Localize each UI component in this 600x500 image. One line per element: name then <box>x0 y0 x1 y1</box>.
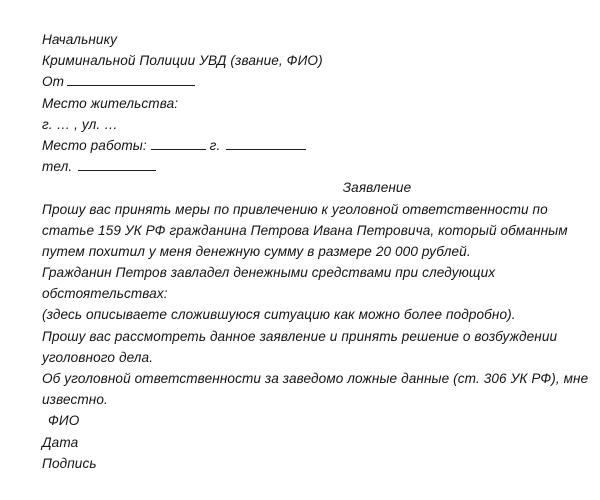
addressee-department: Криминальной Полиции УВД (звание, ФИО) <box>42 53 323 69</box>
work-city-blank <box>226 136 306 150</box>
from-label: От <box>42 74 65 90</box>
body-line: путем похитил у меня денежную сумму в размере 20 000 рублей. <box>42 243 471 259</box>
work-city-label: г. <box>209 137 221 153</box>
date-label: Дата <box>42 434 79 450</box>
body-line: (здесь описываете сложившуюся ситуацию как можно более подробно). <box>42 307 516 323</box>
body-line: Об уголовной ответственности за заведомо ложные данные (ст. 306 УК РФ), мне <box>42 371 589 386</box>
document-title: Заявление <box>342 180 412 196</box>
signature-label: Подпись <box>42 455 97 471</box>
work-line <box>42 135 562 156</box>
work-label: Место работы: <box>42 137 147 153</box>
phone-blank <box>78 157 156 171</box>
work-blank <box>151 136 206 150</box>
residence-label: Место жительства: <box>42 95 179 111</box>
body-line: Гражданин Петров завладел денежными средствами при следующих <box>42 265 496 281</box>
body-line: статье 159 УК РФ гражданина Петрова Ивана Петровича, который обманным <box>42 222 568 238</box>
phone-line <box>42 156 562 177</box>
body-line: Прошу вас принять меры по привлечению к уголовной ответственности по <box>42 201 548 217</box>
name-label: ФИО <box>48 413 80 429</box>
addressee-line: Начальнику <box>42 32 117 47</box>
body-line: Прошу вас рассмотреть данное заявление и принять решение о возбуждении <box>42 328 558 344</box>
from-blank <box>67 72 195 86</box>
complaint-document <box>42 29 589 474</box>
body-line: известно. <box>42 392 108 408</box>
from-line <box>42 71 562 92</box>
body-line: уголовного дела. <box>42 349 154 365</box>
body-line: обстоятельствах: <box>42 286 168 302</box>
phone-label: тел. <box>42 159 73 175</box>
address-line: г. … , ул. … <box>42 116 118 132</box>
